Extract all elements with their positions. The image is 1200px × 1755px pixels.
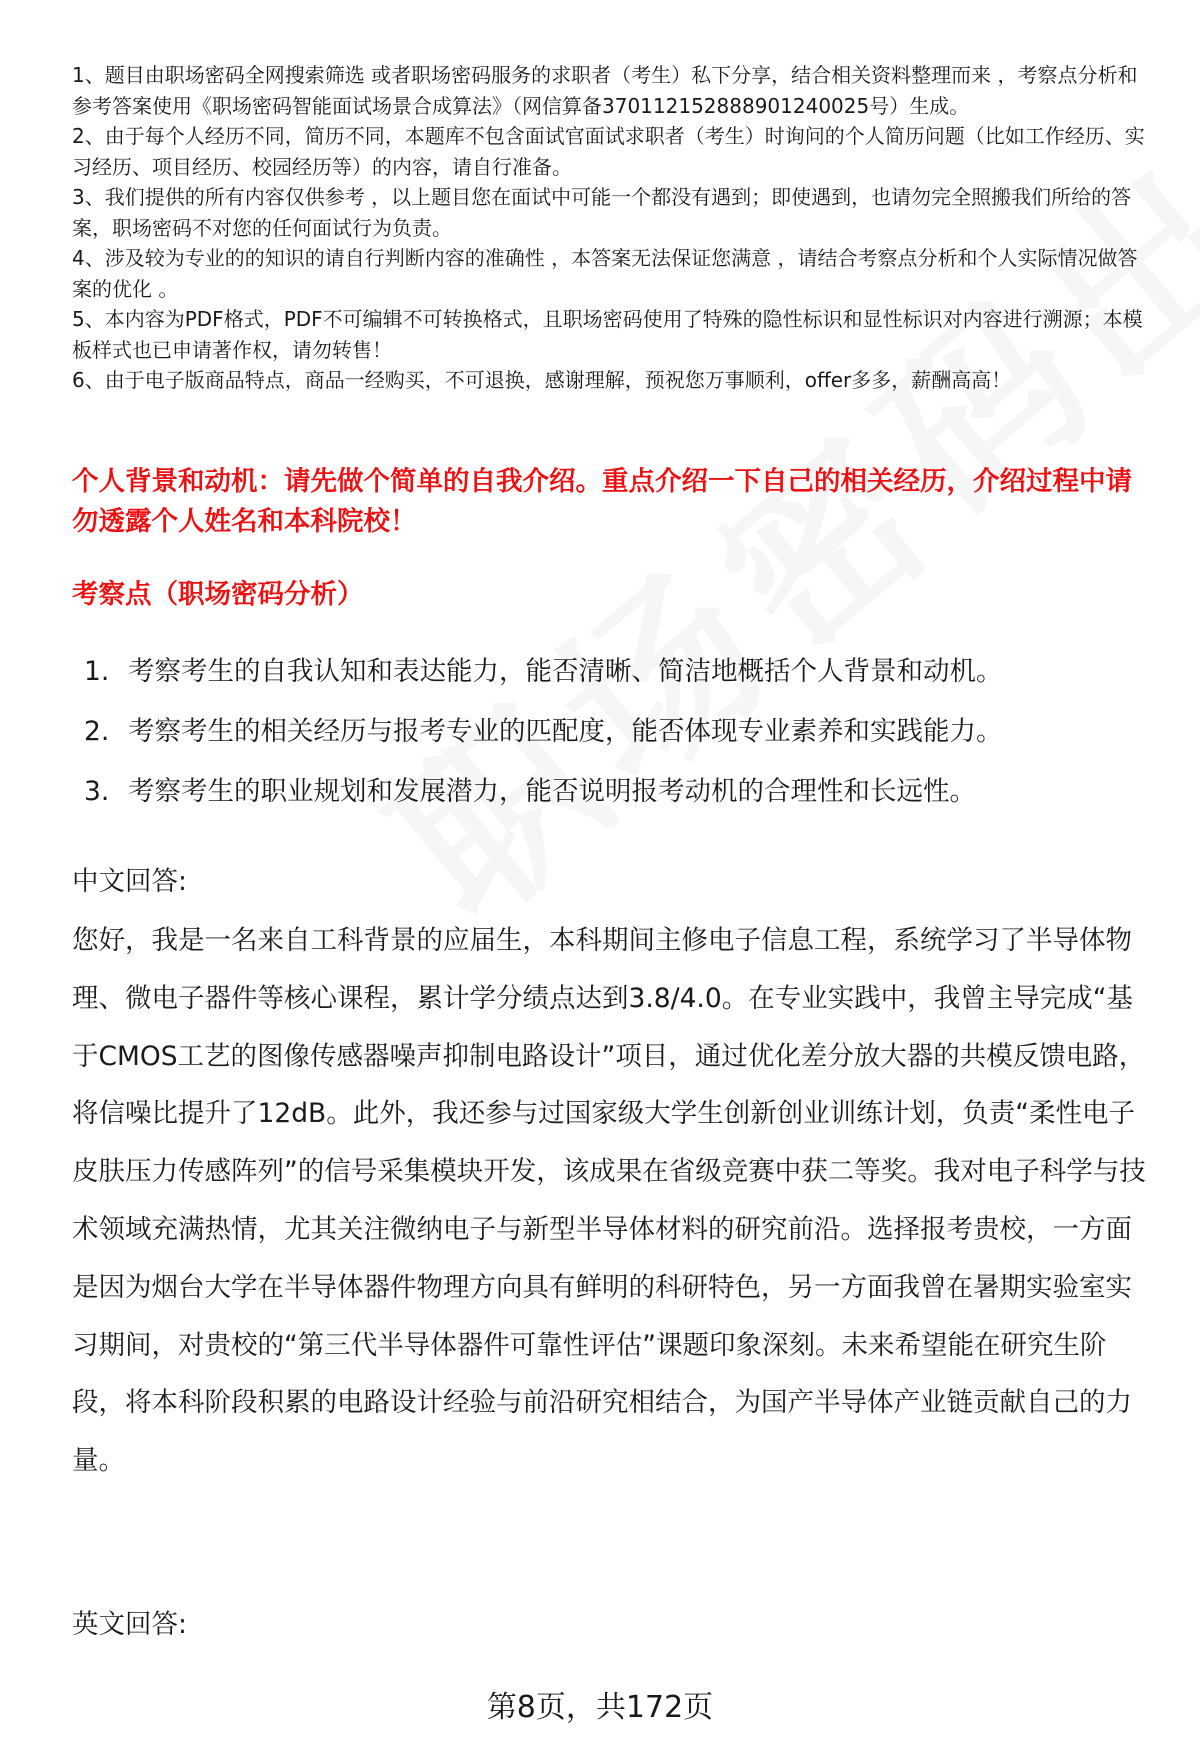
point-number: 2. [84, 716, 110, 747]
analysis-point [84, 652, 1164, 712]
chinese-answer-body [72, 912, 1152, 1490]
point-text: 考察考生的相关经历与报考专业的匹配度，能否体现专业素养和实践能力。 [128, 716, 1003, 747]
analysis-points [84, 652, 1164, 832]
english-answer-label: 英文回答: [72, 1609, 187, 1640]
notice-item: 2、由于每个人经历不同，简历不同，本题库不包含面试官面试求职者（考生）时询问的个人简历问题（比如工作经历、实习经历、项目经历、校园经历等）的内容，请自行准备。 [72, 124, 1145, 179]
notice-item: 4、涉及较为专业的的知识的请自行判断内容的准确性 ，本答案无法保证您满意 ，请结合考察点分析和个人实际情况做答案的优化 。 [72, 246, 1138, 301]
point-text: 考察考生的自我认知和表达能力，能否清晰、简洁地概括个人背景和动机。 [128, 656, 1003, 687]
analysis-point [84, 772, 1164, 832]
analysis-title: 考察点（职场密码分析） [72, 579, 364, 610]
notice-item: 5、本内容为PDF格式，PDF不可编辑不可转换格式，且职场密码使用了特殊的隐性标识和显性标识对内容进行溯源；本模板样式也已申请著作权，请勿转售！ [72, 307, 1143, 362]
point-text: 考察考生的职业规划和发展潜力，能否说明报考动机的合理性和长远性。 [128, 776, 976, 807]
notice-list [72, 60, 1152, 396]
analysis-point [84, 712, 1164, 772]
page-number: 第8页，共172页 [486, 1690, 714, 1725]
point-number: 3. [84, 776, 110, 807]
notice-item: 6、由于电子版商品特点，商品一经购买，不可退换，感谢理解，预祝您万事顺利，offer多多，薪酬高高！ [72, 368, 1012, 392]
chinese-answer-text: 您好，我是一名来自工科背景的应届生，本科期间主修电子信息工程，系统学习了半导体物理、微电子器件等核心课程，累计学分绩点达到3.8/4.0。在专业实践中，我曾主导完成“基于CMOS工艺的图像传感器噪声抑制电路设计”项目，通过优化差分放大器的共模反馈电路，将信噪比提升了12dB。此外，我还参与过国家级大学生创新创业训练计划，负责“柔性电子皮肤压力传感阵列”的信号采集模块开发，该成果在省级竞赛中获二等奖。我对电子科学与技术领域充满热情，尤其关注微纳电子与新型半导体材料的研究前沿。选择报考贵校，一方面是因为烟台大学在半导体器件物理方向具有鲜明的科研特色，另一方面我曾在暑期实验室实习期间，对贵校的“第三代半导体器件可靠性评估”课题印象深刻。未来希望能在研究生阶段，将本科阶段积累的电路设计经验与前沿研究相结合，为国产半导体产业链贡献自己的力量。 [72, 925, 1146, 1477]
notice-item: 1、题目由职场密码全网搜索筛选 或者职场密码服务的求职者（考生）私下分享，结合相关资料整理而来 ，考察点分析和参考答案使用《职场密码智能面试场景合成算法》（网信算备370112152888901240025号）生成。 [72, 63, 1138, 118]
point-number: 1. [84, 656, 110, 687]
notice-item: 3、我们提供的所有内容仅供参考 ，以上题目您在面试中可能一个都没有遇到；即使遇到，也请勿完全照搬我们所给的答案，职场密码不对您的任何面试行为负责。 [72, 185, 1132, 240]
chinese-answer-label: 中文回答: [72, 866, 187, 897]
question-heading: 个人背景和动机：请先做个简单的自我介绍。重点介绍一下自己的相关经历，介绍过程中请勿透露个人姓名和本科院校！ [72, 466, 1132, 537]
